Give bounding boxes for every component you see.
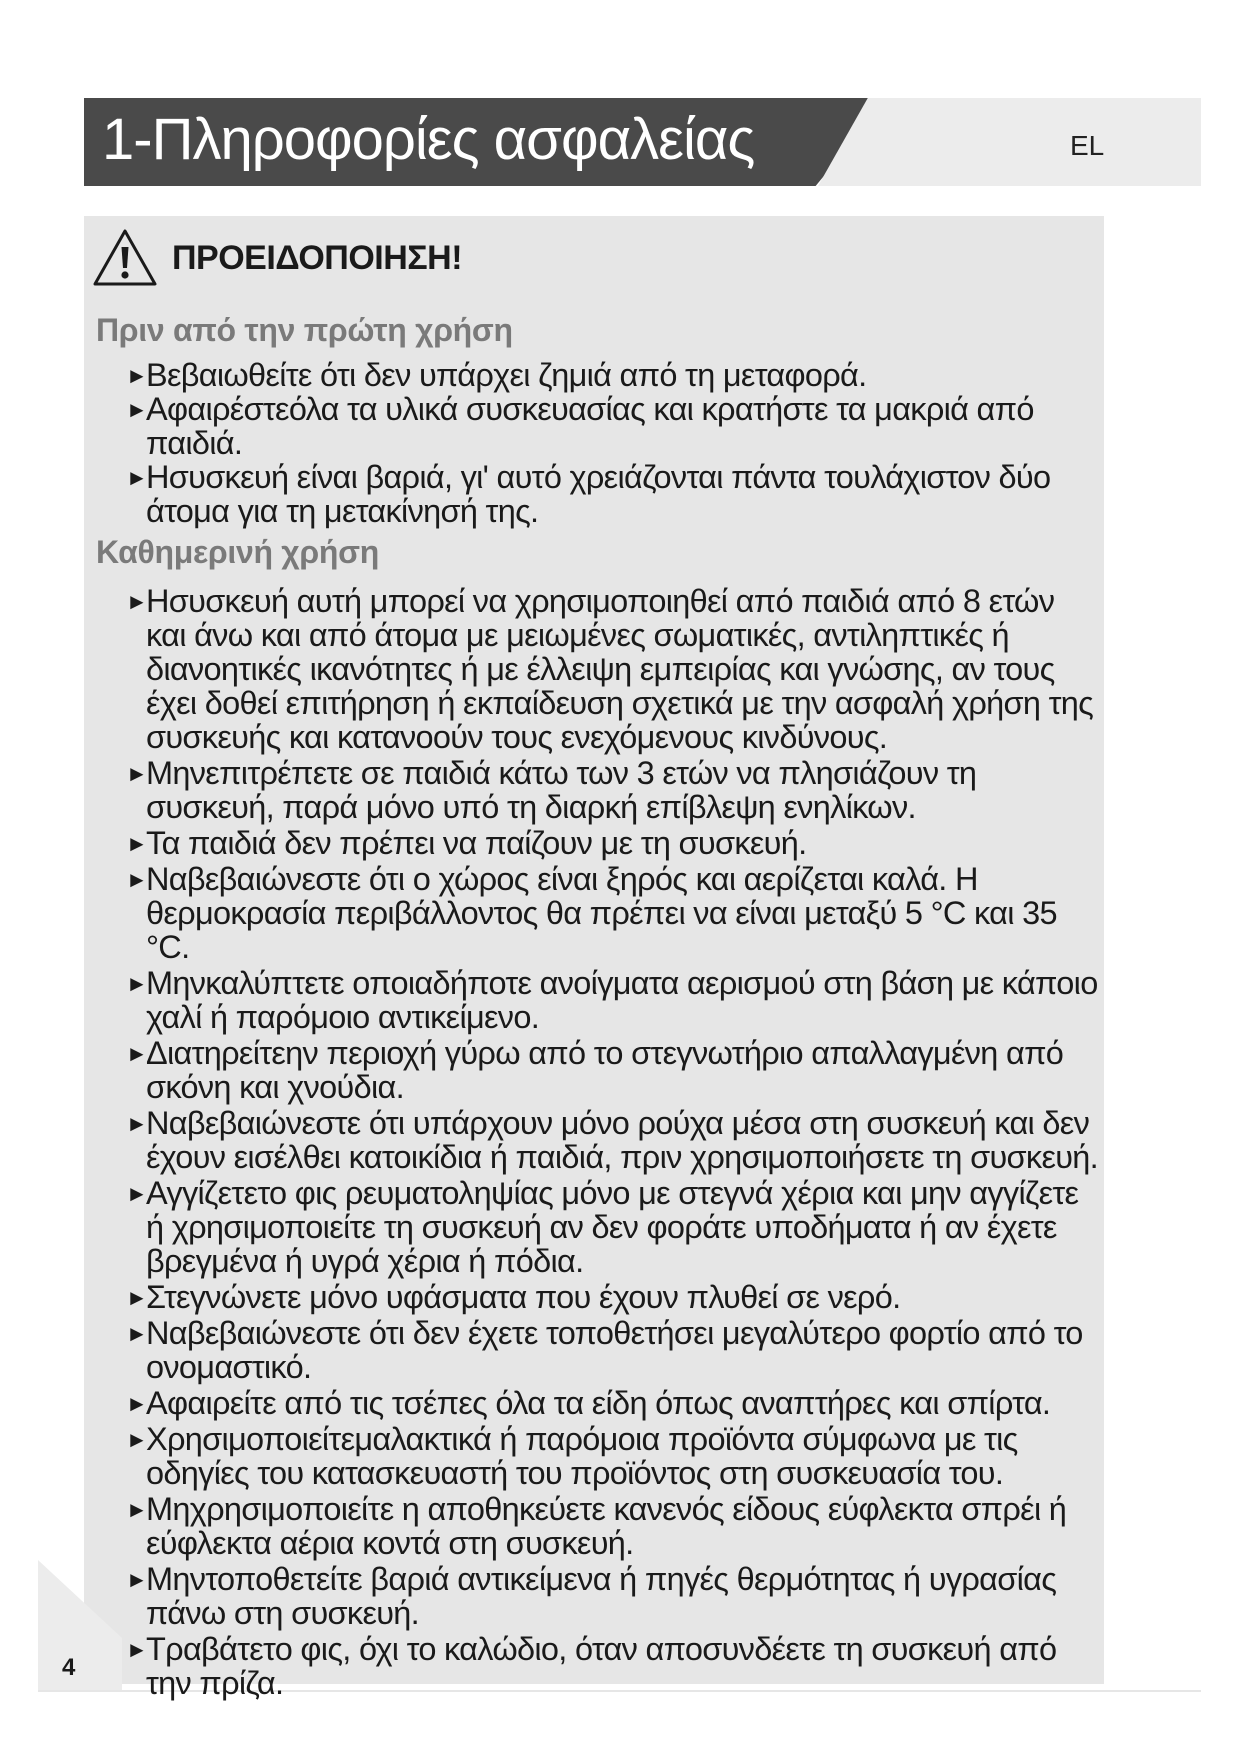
list-item: ► Μηνκαλύπτετε οποιαδήποτε ανοίγματα αερισμού στη βάση με κάποιο χαλί ή παρόμοιο αντικείμενο.: [126, 966, 1102, 1034]
list-item: ► Μηνεπιτρέπετε σε παιδιά κάτω των 3 ετών να πλησιάζουν τη συσκευή, παρά μόνο υπό τη διαρκή επίβλεψη ενηλίκων.: [126, 756, 1102, 824]
list-item: ► Βεβαιωθείτε ότι δεν υπάρχει ζημιά από τη μεταφορά.: [126, 358, 1102, 392]
page-number: 4: [62, 1654, 76, 1681]
list-item: ► Χρησιμοποιείτεμαλακτικά ή παρόμοια προϊόντα σύμφωνα με τις οδηγίες του κατασκευαστή του προϊόντος στη συσκευασία του.: [126, 1422, 1102, 1490]
warning-heading: [92, 228, 462, 288]
section-title-first-use: Πριν από την πρώτη χρήση: [96, 312, 513, 348]
list-item: ► Αφαιρέστεόλα τα υλικά συσκευασίας και κρατήστε τα μακριά από παιδιά.: [126, 392, 1102, 460]
list-item: ► Ησυσκευή είναι βαριά, γι' αυτό χρειάζονται πάντα τουλάχιστον δύο άτομα για τη μετακίνησή της.: [126, 460, 1102, 528]
section-title-daily-use: Καθημερινή χρήση: [96, 534, 379, 570]
list-item: ► Τα παιδιά δεν πρέπει να παίζουν με τη συσκευή.: [126, 826, 1102, 860]
first-use-list: [126, 358, 1102, 528]
list-item: ► Αφαιρείτε από τις τσέπες όλα τα είδη όπως αναπτήρες και σπίρτα.: [126, 1386, 1102, 1420]
warning-title: ΠΡΟΕΙΔΟΠΟΙΗΣΗ!: [172, 238, 463, 277]
list-item: ► Στεγνώνετε μόνο υφάσματα που έχουν πλυθεί σε νερό.: [126, 1280, 1102, 1314]
list-item: ► Ναβεβαιώνεστε ότι υπάρχουν μόνο ρούχα μέσα στη συσκευή και δεν έχουν εισέλθει κατοικίδια ή παιδιά, πριν χρησιμοποιήσετε τη συσκευή.: [126, 1106, 1102, 1174]
list-item: ► Μηντοποθετείτε βαριά αντικείμενα ή πηγές θερμότητας ή υγρασίας πάνω στη συσκευή.: [126, 1562, 1102, 1630]
warning-triangle-icon: [92, 228, 158, 288]
language-code: EL: [1070, 130, 1105, 161]
header-tab: [818, 98, 1201, 186]
list-item: ► Διατηρείτεην περιοχή γύρω από το στεγνωτήριο απαλλαγμένη από σκόνη και χνούδια.: [126, 1036, 1102, 1104]
list-item: ► Ναβεβαιώνεστε ότι δεν έχετε τοποθετήσει μεγαλύτερο φορτίο από το ονομαστικό.: [126, 1316, 1102, 1384]
daily-use-list: [126, 584, 1102, 1700]
list-item: ► Ναβεβαιώνεστε ότι ο χώρος είναι ξηρός και αερίζεται καλά. Η θερμοκρασία περιβάλλοντος θα πρέπει να είναι μεταξύ 5 °C και 35 °C.: [126, 862, 1102, 964]
list-item: ► Μηχρησιμοποιείτε η αποθηκεύετε κανενός είδους εύφλεκτα σπρέι ή εύφλεκτα αέρια κοντά στη συσκευή.: [126, 1492, 1102, 1560]
list-item: ► Τραβάτετο φις, όχι το καλώδιο, όταν αποσυνδέετε τη συσκευή από την πρίζα.: [126, 1632, 1102, 1700]
page-title: 1-Πληροφορίες ασφαλείας: [102, 107, 755, 172]
list-item: ► Ησυσκευή αυτή μπορεί να χρησιμοποιηθεί από παιδιά από 8 ετών και άνω και από άτομα με μειωμένες σωματικές, αντιληπτικές ή διανοητικές ικανότητες ή με έλλειψη εμπειρίας και γνώσης, αν τους έχει δοθεί επιτήρηση ή εκπαίδευση σχετικά με την ασφαλή χρήση της συσκευής και κατανοούν τους ενεχόμενους κινδύνους.: [126, 584, 1102, 754]
list-item: ► Αγγίζετετο φις ρευματοληψίας μόνο με στεγνά χέρια και μην αγγίζετε ή χρησιμοποιείτε τη συσκευή αν δεν φοράτε υποδήματα ή αν έχετε βρεγμένα ή υγρά χέρια ή πόδια.: [126, 1176, 1102, 1278]
